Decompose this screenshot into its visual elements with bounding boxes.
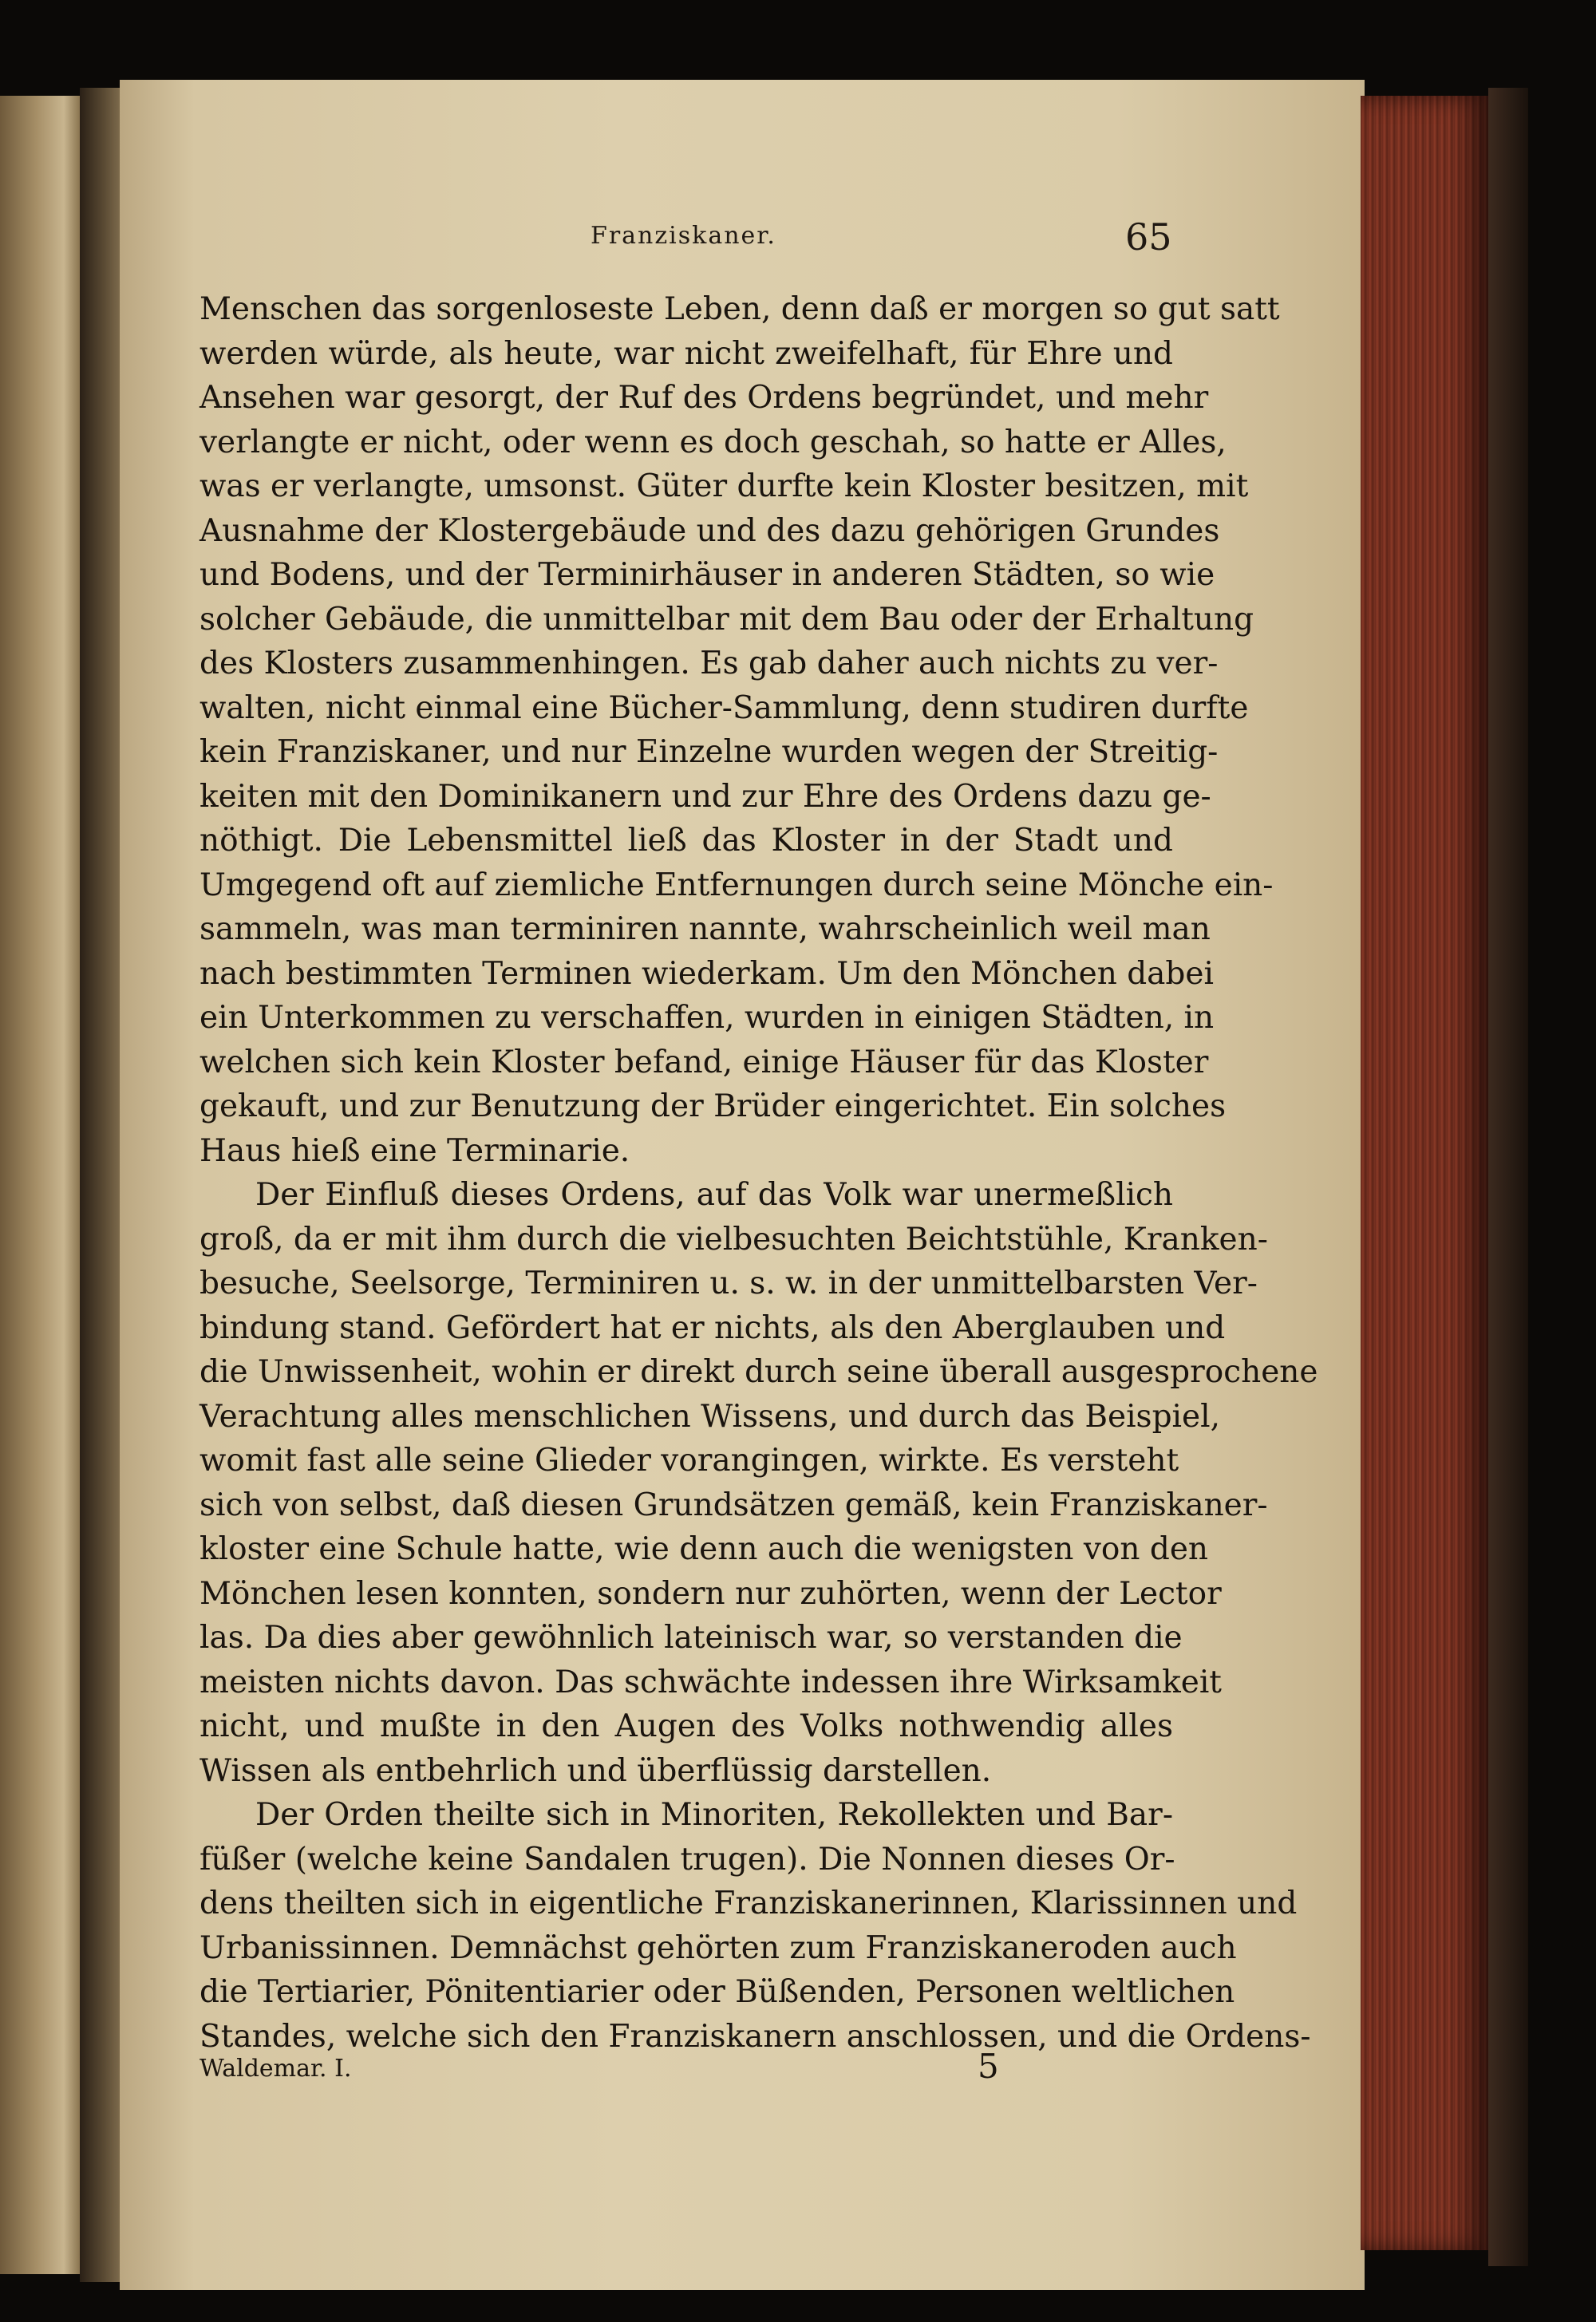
- text-line: ein Unterkommen zu verschaffen, wurden in einigen Städten, in: [200, 1000, 1215, 1036]
- text-line: Standes, welche sich den Franziskanern anschlossen, und die Ordens-: [200, 2018, 1311, 2055]
- book-cover-edge: [1488, 88, 1528, 2266]
- text-line: nicht, und mußte in den Augen des Volks nothwendig alles: [200, 1708, 1173, 1744]
- text-line: Wissen als entbehrlich und überflüssig darstellen.: [200, 1752, 992, 1789]
- text-line: Ausnahme der Klostergebäude und des dazu gehörigen Grundes: [200, 512, 1220, 549]
- text-line: Urbanissinnen. Demnächst gehörten zum Franziskaneroden auch: [200, 1929, 1237, 1966]
- text-line: nach bestimmten Terminen wiederkam. Um den Mönchen dabei: [200, 955, 1214, 992]
- sheet-number: 5: [978, 2047, 999, 2086]
- text-line: sich von selbst, daß diesen Grundsätzen gemäß, kein Franziskaner-: [200, 1487, 1268, 1523]
- paragraph: [200, 1173, 1318, 1793]
- text-line: walten, nicht einmal eine Bücher-Sammlung, denn studiren durfte: [200, 689, 1249, 726]
- text-line: kloster eine Schule hatte, wie denn auch die wenigsten von den: [200, 1531, 1209, 1567]
- page-footer: [200, 2047, 1173, 2095]
- page-number: 65: [1125, 215, 1172, 259]
- text-line: solcher Gebäude, die unmittelbar mit dem Bau oder der Erhaltung: [200, 601, 1254, 638]
- text-line: Der Orden theilte sich in Minoriten, Rekollekten und Bar-: [255, 1797, 1173, 1833]
- text-line: Menschen das sorgenloseste Leben, denn daß er morgen so gut satt: [200, 291, 1280, 327]
- text-line: Ansehen war gesorgt, der Ruf des Ordens begründet, und mehr: [200, 380, 1209, 416]
- body-text: [200, 287, 1318, 2059]
- text-line: dens theilten sich in eigentliche Franziskanerinnen, Klarissinnen und: [200, 1886, 1298, 1921]
- text-line: las. Da dies aber gewöhnlich lateinisch war, so verstanden die: [200, 1620, 1183, 1656]
- text-line: gekauft, und zur Benutzung der Brüder eingerichtet. Ein solches: [200, 1088, 1227, 1124]
- text-line: und Bodens, und der Terminirhäuser in anderen Städten, so wie: [200, 557, 1215, 593]
- text-line: sammeln, was man terminiren nannte, wahrscheinlich weil man: [200, 911, 1211, 947]
- text-line: keiten mit den Dominikanern und zur Ehre des Ordens dazu ge-: [200, 778, 1211, 815]
- text-line: groß, da er mit ihm durch die vielbesuchten Beichtstühle, Kranken-: [200, 1221, 1268, 1258]
- text-line: kein Franziskaner, und nur Einzelne wurden wegen der Streitig-: [200, 734, 1219, 770]
- signature-mark: Waldemar. I.: [200, 2055, 352, 2083]
- paragraph: [200, 287, 1280, 1173]
- page-header: [120, 215, 1365, 263]
- text-line: besuche, Seelsorge, Terminiren u. s. w. in der unmittelbarsten Ver-: [200, 1266, 1258, 1301]
- text-line: Mönchen lesen konnten, sondern nur zuhörten, wenn der Lector: [200, 1575, 1222, 1612]
- text-line: werden würde, als heute, war nicht zweifelhaft, für Ehre und: [200, 335, 1173, 372]
- text-line: nöthigt. Die Lebensmittel ließ das Kloster in der Stadt und: [200, 823, 1173, 859]
- running-head: Franziskaner.: [591, 222, 776, 250]
- text-line: welchen sich kein Kloster befand, einige Häuser für das Kloster: [200, 1044, 1209, 1080]
- text-line: Verachtung alles menschlichen Wissens, und durch das Beispiel,: [200, 1398, 1220, 1435]
- text-line: verlangte er nicht, oder wenn es doch geschah, so hatte er Alles,: [200, 424, 1227, 460]
- text-line: was er verlangte, umsonst. Güter durfte kein Kloster besitzen, mit: [200, 468, 1249, 504]
- text-line: Der Einfluß dieses Ordens, auf das Volk war unermeßlich: [255, 1177, 1173, 1213]
- text-line: meisten nichts davon. Das schwächte indessen ihre Wirksamkeit: [200, 1664, 1222, 1700]
- text-line: füßer (welche keine Sandalen trugen). Die Nonnen dieses Or-: [200, 1841, 1175, 1878]
- text-line: Haus hieß eine Terminarie.: [200, 1132, 630, 1169]
- page-edges: [1361, 96, 1488, 2250]
- text-line: die Unwissenheit, wohin er direkt durch seine überall ausgesprochene: [200, 1354, 1318, 1390]
- text-line: womit fast alle seine Glieder vorangingen, wirkte. Es versteht: [200, 1443, 1179, 1479]
- text-line: Umgegend oft auf ziemliche Entfernungen durch seine Mönche ein-: [200, 867, 1274, 903]
- text-line: die Tertiarier, Pönitentiarier oder Büßenden, Personen weltlichen: [200, 1974, 1235, 2010]
- paragraph: [200, 1793, 1311, 2059]
- text-line: des Klosters zusammenhingen. Es gab daher auch nichts zu ver-: [200, 646, 1219, 681]
- left-page-edge: [0, 96, 80, 2274]
- text-line: bindung stand. Gefördert hat er nichts, als den Aberglauben und: [200, 1309, 1226, 1346]
